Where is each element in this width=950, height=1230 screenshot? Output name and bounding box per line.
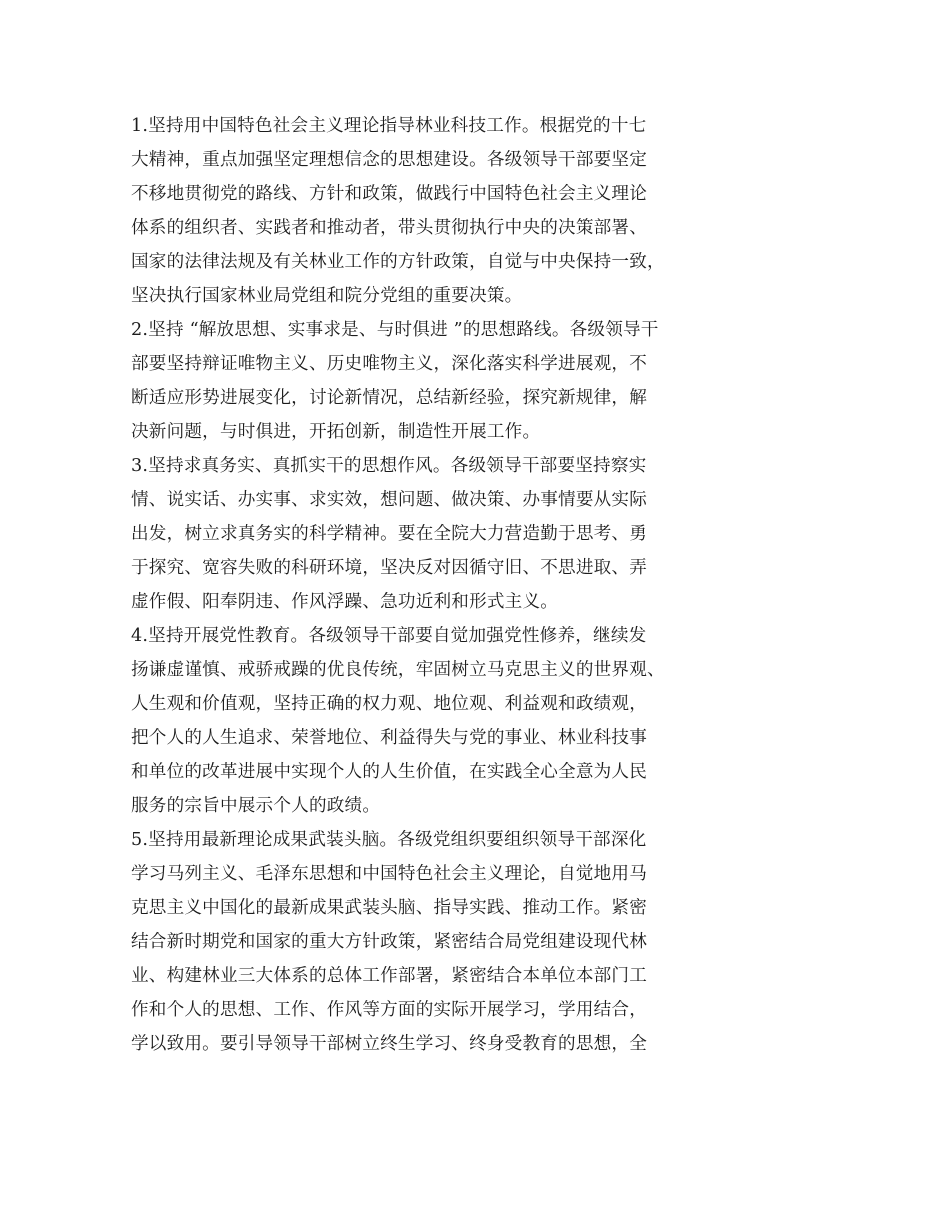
text-line: 克思主义中国化的最新成果武装头脑、指导实践、推动工作。紧密 bbox=[131, 898, 648, 918]
text-line: 虚作假、阳奉阴违、作风浮躁、急功近利和形式主义。 bbox=[131, 592, 559, 612]
text-line: 决新问题，与时俱进，开拓创新，制造性开展工作。 bbox=[131, 422, 541, 442]
text-line: 不移地贯彻党的路线、方针和政策，做践行中国特色社会主义理论 bbox=[131, 184, 648, 204]
text-line: 人生观和价值观，坚持正确的权力观、地位观、利益观和政绩观， bbox=[131, 694, 648, 714]
document-body bbox=[131, 109, 691, 1061]
text-line: 服务的宗旨中展示个人的政绩。 bbox=[131, 796, 381, 816]
paragraph-3 bbox=[131, 449, 691, 619]
text-line: 2.坚持 “解放思想、实事求是、与时俱进 ”的思想路线。各级领导干 bbox=[131, 320, 659, 340]
paragraph-4 bbox=[131, 619, 691, 823]
text-line: 大精神，重点加强坚定理想信念的思想建设。各级领导干部要坚定 bbox=[131, 150, 648, 170]
text-line: 学习马列主义、毛泽东思想和中国特色社会主义理论，自觉地用马 bbox=[131, 864, 648, 884]
text-line: 业、构建林业三大体系的总体工作部署，紧密结合本单位本部门工 bbox=[131, 966, 648, 986]
text-line: 扬谦虚谨慎、戒骄戒躁的优良传统，牢固树立马克思主义的世界观、 bbox=[131, 660, 665, 680]
text-line: 断适应形势进展变化，讨论新情况，总结新经验，探究新规律，解 bbox=[131, 388, 648, 408]
text-line: 和单位的改革进展中实现个人的人生价值，在实践全心全意为人民 bbox=[131, 762, 648, 782]
paragraph-1 bbox=[131, 109, 691, 313]
text-line: 3.坚持求真务实、真抓实干的思想作风。各级领导干部要坚持察实 bbox=[131, 456, 647, 476]
text-line: 5.坚持用最新理论成果武装头脑。各级党组织要组织领导干部深化 bbox=[131, 830, 647, 850]
text-line: 学以致用。要引导领导干部树立终生学习、终身受教育的思想，全 bbox=[131, 1034, 648, 1054]
text-line: 结合新时期党和国家的重大方针政策，紧密结合局党组建设现代林 bbox=[131, 932, 648, 952]
text-line: 于探究、宽容失败的科研环境，坚决反对因循守旧、不思进取、弄 bbox=[131, 558, 648, 578]
text-line: 出发，树立求真务实的科学精神。要在全院大力营造勤于思考、勇 bbox=[131, 524, 648, 544]
paragraph-5 bbox=[131, 823, 691, 1061]
text-line: 作和个人的思想、工作、作风等方面的实际开展学习，学用结合， bbox=[131, 1000, 648, 1020]
text-line: 体系的组织者、实践者和推动者，带头贯彻执行中央的决策部署、 bbox=[131, 218, 648, 238]
text-line: 坚决执行国家林业局党组和院分党组的重要决策。 bbox=[131, 286, 523, 306]
paragraph-2 bbox=[131, 313, 691, 449]
text-line: 1.坚持用中国特色社会主义理论指导林业科技工作。根据党的十七 bbox=[131, 116, 647, 136]
text-line: 情、说实话、办实事、求实效，想问题、做决策、办事情要从实际 bbox=[131, 490, 648, 510]
text-line: 部要坚持辩证唯物主义、历史唯物主义，深化落实科学进展观，不 bbox=[131, 354, 648, 374]
text-line: 国家的法律法规及有关林业工作的方针政策，自觉与中央保持一致， bbox=[131, 252, 665, 272]
text-line: 4.坚持开展党性教育。各级领导干部要自觉加强党性修养，继续发 bbox=[131, 626, 647, 646]
text-line: 把个人的人生追求、荣誉地位、利益得失与党的事业、林业科技事 bbox=[131, 728, 648, 748]
